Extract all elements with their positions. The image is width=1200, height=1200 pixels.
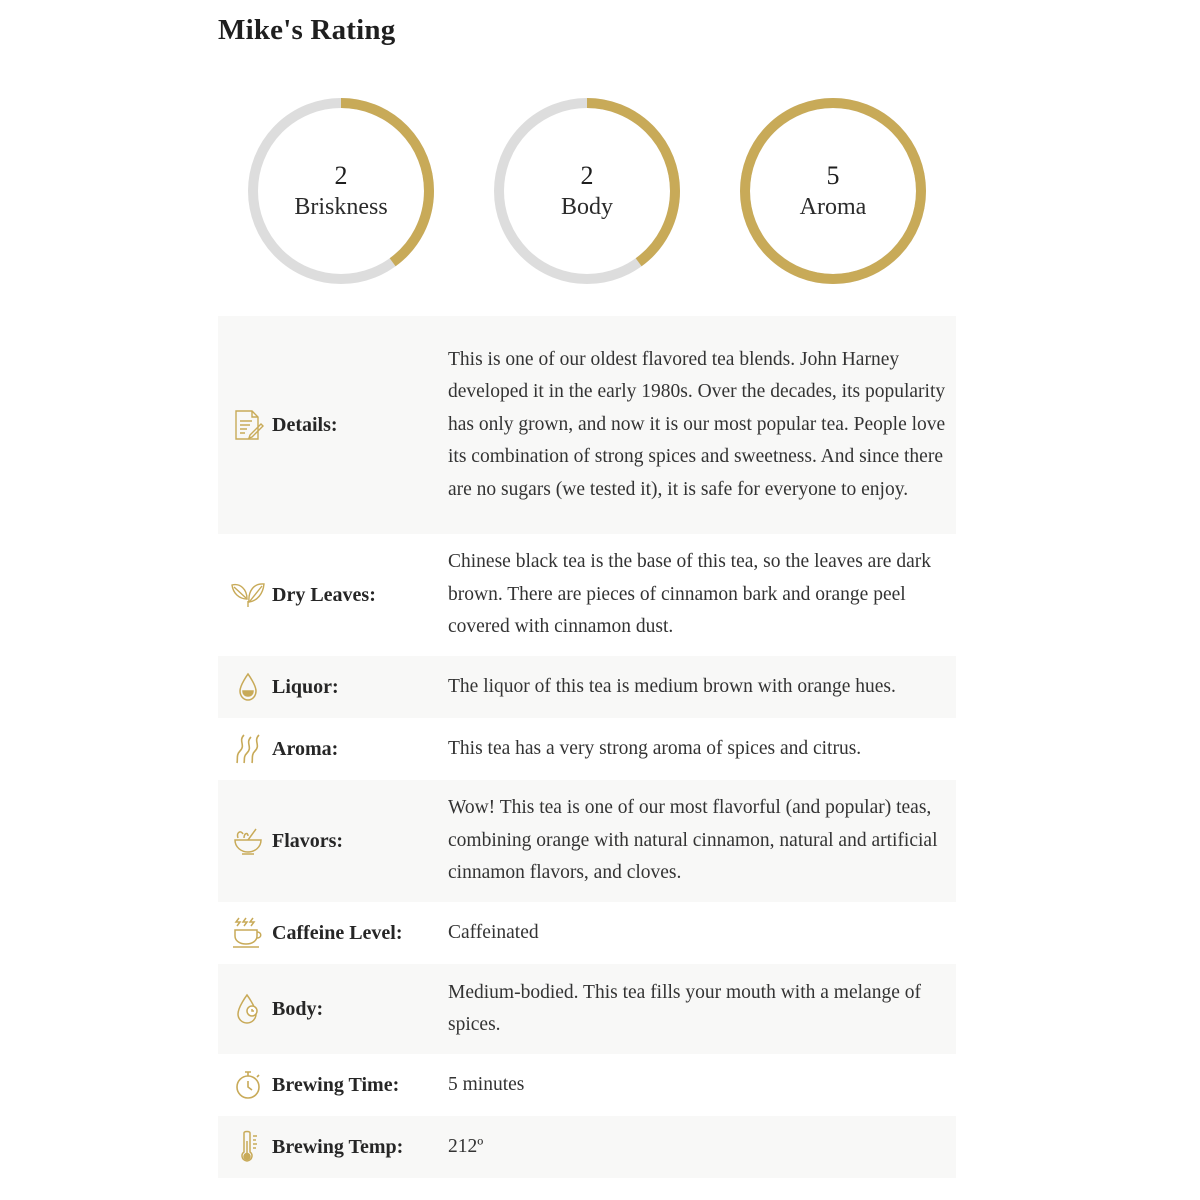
detail-text: Medium-bodied. This tea fills your mouth with a melange of spices. [448, 981, 921, 1035]
stopwatch-icon [230, 1067, 266, 1103]
gauge-label: Body [560, 194, 613, 220]
detail-row-liquor [218, 656, 956, 718]
detail-text: 212º [448, 1135, 484, 1157]
detail-text: Chinese black tea is the base of this tea, so the leaves are dark brown. There are pieces of cinnamon bark and orange peel covered with cinnamon dust. [448, 551, 931, 638]
detail-text: Caffeinated [448, 921, 539, 943]
gauge-label: Aroma [799, 194, 867, 220]
drop-clock-icon [230, 991, 266, 1027]
document-pen-icon [230, 407, 266, 443]
tea-details-table [218, 316, 956, 1178]
detail-row-details [218, 316, 956, 534]
detail-text: The liquor of this tea is medium brown with orange hues. [448, 675, 896, 697]
detail-text: This tea has a very strong aroma of spices and citrus. [448, 737, 862, 759]
detail-label: Brewing Time: [272, 1073, 400, 1096]
aroma-waves-icon [230, 731, 266, 767]
teacup-bolt-icon [230, 915, 266, 951]
detail-label: Caffeine Level: [272, 921, 403, 944]
gauge-briskness [246, 96, 436, 286]
detail-row-body [218, 964, 956, 1054]
detail-row-aroma [218, 718, 956, 780]
detail-row-flavors [218, 780, 956, 902]
rating-gauges [0, 0, 1200, 300]
detail-text: Wow! This tea is one of our most flavorful (and popular) teas, combining orange with natural cinnamon, natural and artificial cinnamon flavors, and cloves. [448, 797, 938, 884]
page-title: Mike's Rating [218, 14, 396, 46]
detail-row-caffeine [218, 902, 956, 964]
leaves-icon [230, 577, 266, 613]
detail-label: Brewing Temp: [272, 1135, 404, 1158]
detail-row-brewing-temp [218, 1116, 956, 1178]
detail-label: Liquor: [272, 675, 339, 698]
mortar-pestle-icon [230, 823, 266, 859]
gauge-body [492, 96, 682, 286]
detail-text: 5 minutes [448, 1073, 525, 1095]
detail-text: This is one of our oldest flavored tea blends. John Harney developed it in the early 1980s. Over the decades, its popularity has only grown, and now it is our most popular tea. People love its combination of strong spices and sweetness. And since there are no sugars (we tested it), it is safe for everyone to enjoy. [448, 348, 946, 500]
detail-label: Flavors: [272, 829, 344, 852]
gauge-label: Briskness [294, 194, 388, 220]
detail-row-brewing-time [218, 1054, 956, 1116]
gauge-aroma [738, 96, 928, 286]
detail-label: Aroma: [272, 737, 339, 760]
gauge-value: 2 [580, 161, 594, 190]
thermometer-icon [230, 1129, 266, 1165]
detail-label: Body: [272, 997, 324, 1020]
gauge-value: 5 [826, 161, 840, 190]
droplet-icon [230, 669, 266, 705]
gauge-value: 2 [334, 161, 348, 190]
detail-row-dry-leaves [218, 534, 956, 656]
detail-label: Dry Leaves: [272, 583, 376, 606]
detail-label: Details: [272, 413, 338, 436]
